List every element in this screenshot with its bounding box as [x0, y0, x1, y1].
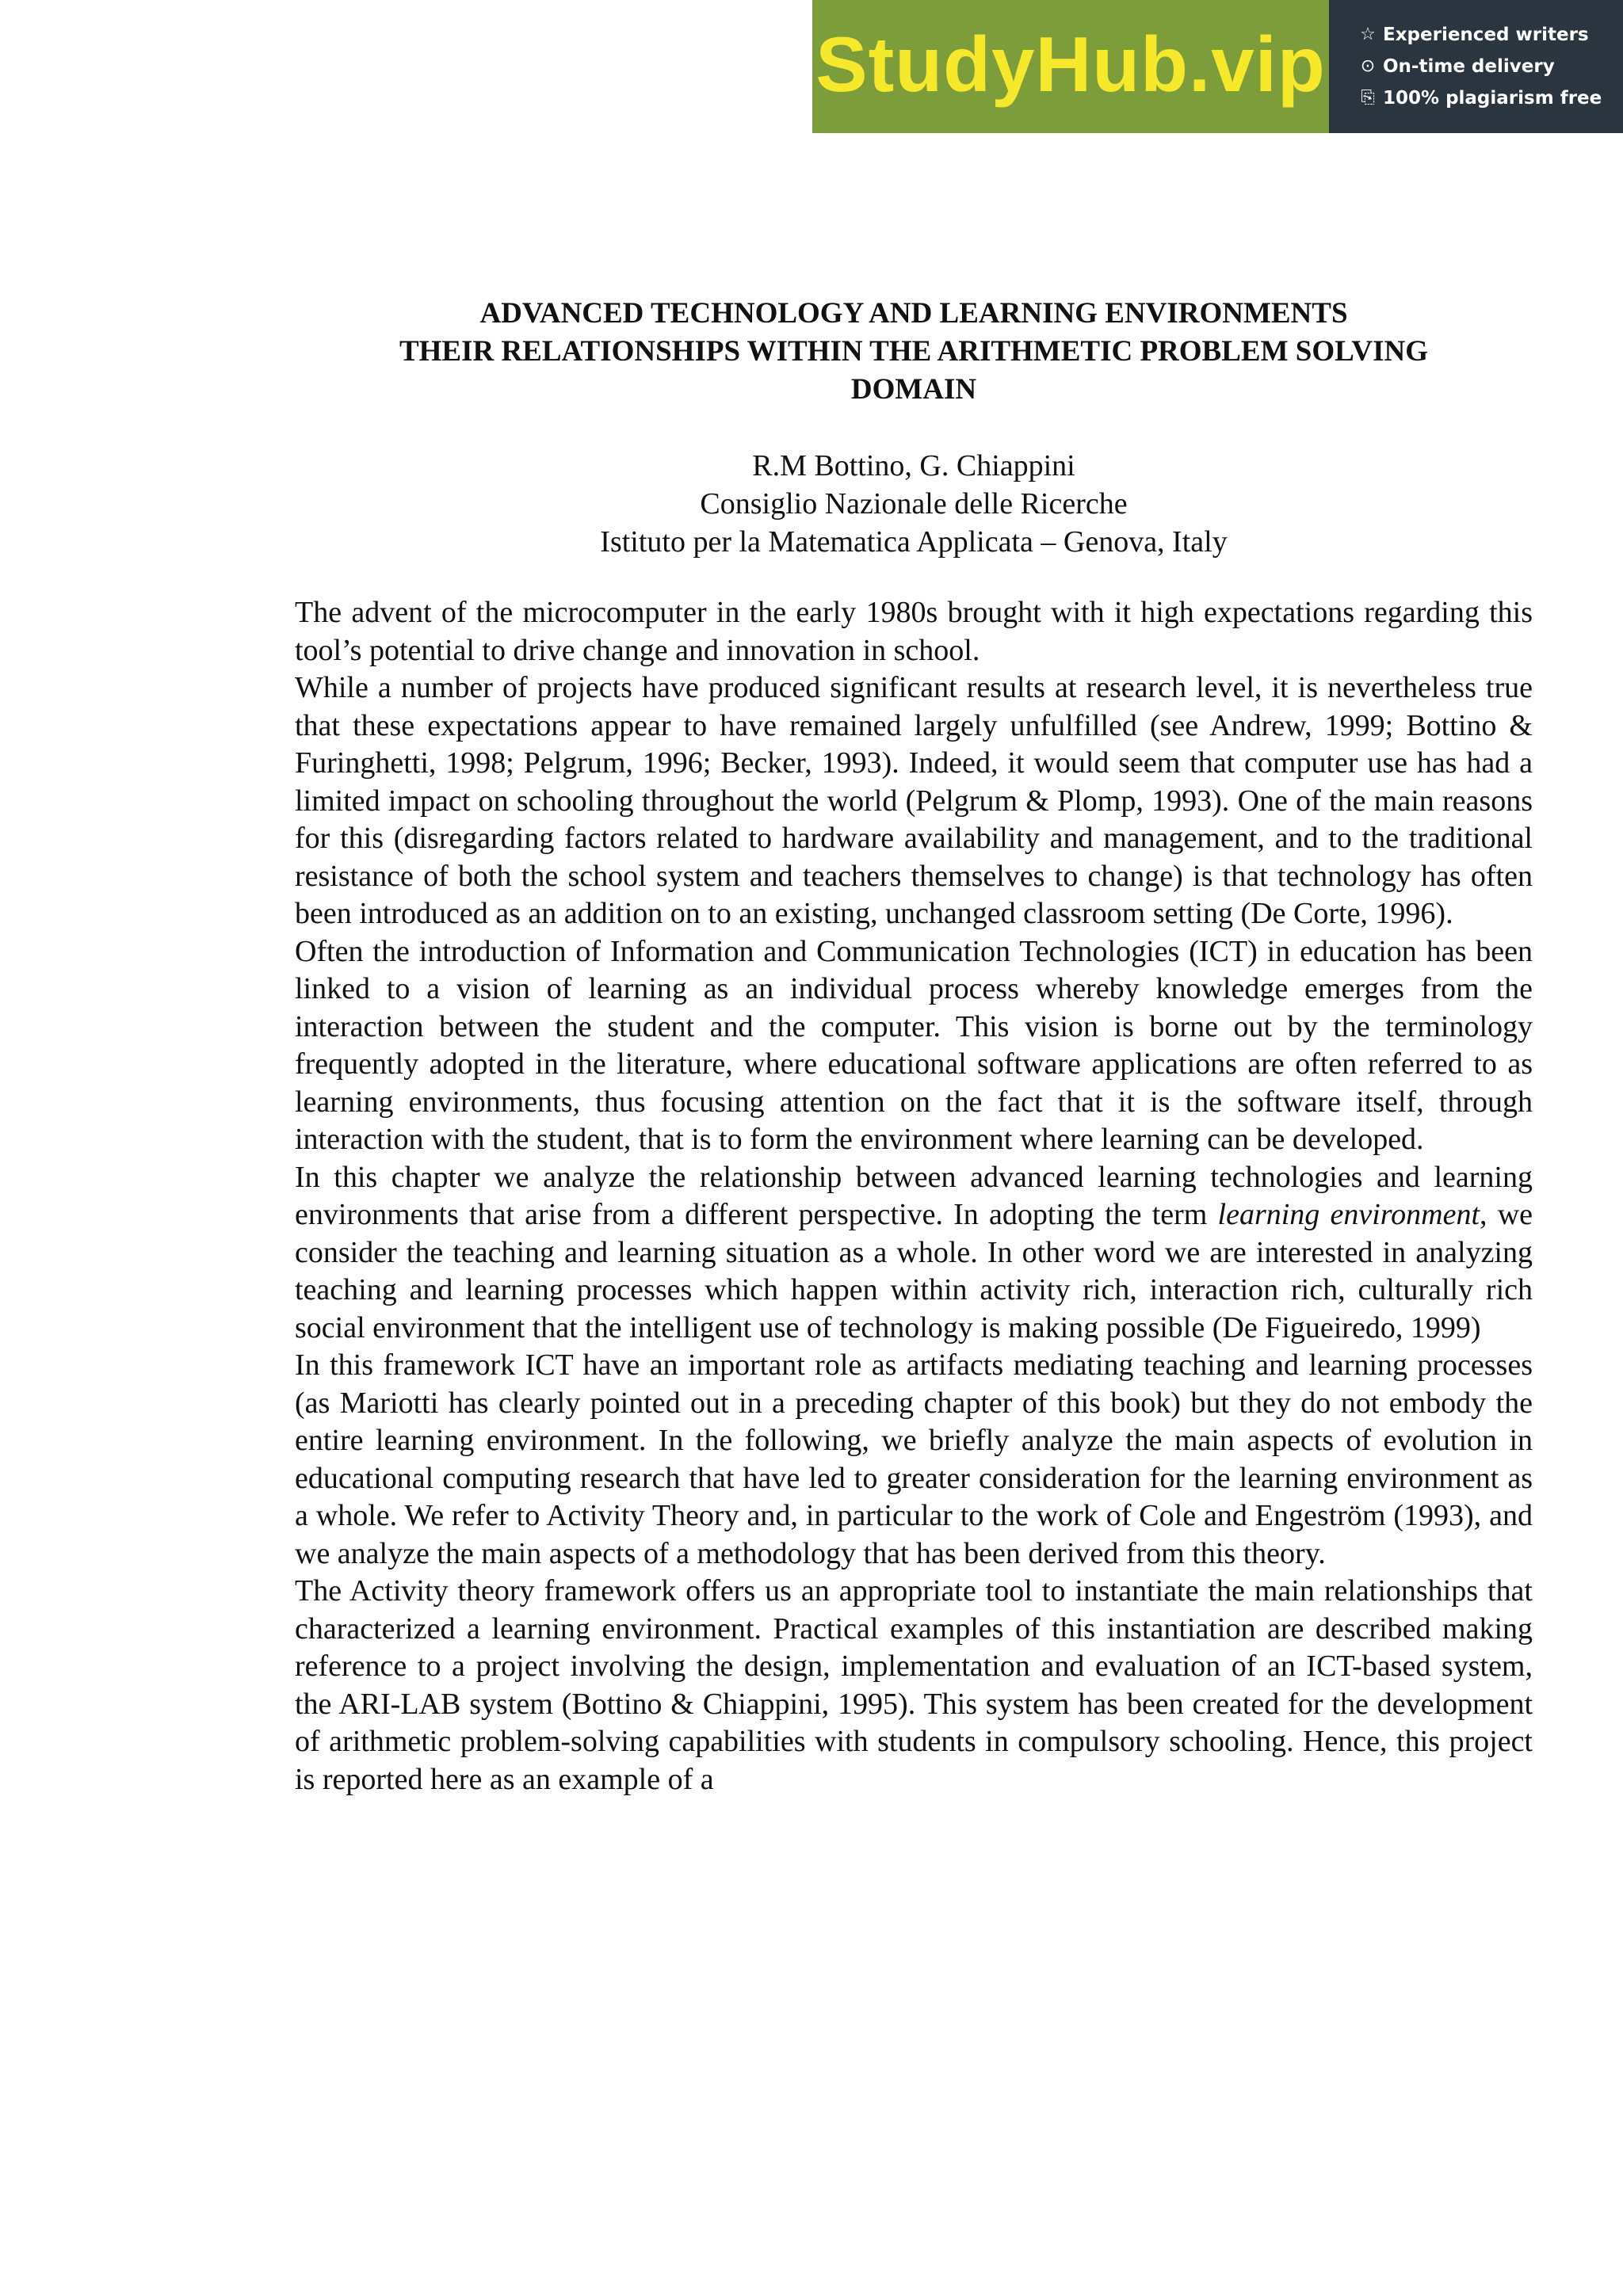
paragraph-5: In this framework ICT have an important role as artifacts mediating teaching and learning processes (as Mariotti has clearly pointed out in a preceding chapter of this book) but they do not embody the entire learning environment. In the following, we briefly analyze the main aspects of evolution in educational computing research that have led to greater consideration for the learning environment as a whole. We refer to Activity Theory and, in particular to the work of Cole and Engeström (1993), and we analyze the main aspects of a methodology that has been derived from this theory. — [295, 1348, 1533, 1570]
title-line-3: DOMAIN — [850, 373, 977, 406]
document-check-icon: ⎘ — [1361, 88, 1375, 108]
paragraph-4 — [295, 1159, 1533, 1348]
paragraph-4-start: In this chapter we analyze the relationship between advanced learning technologies and learning environments that arise from a different perspective. In adopting the term — [295, 1160, 1533, 1231]
paragraph-4-end: , we consider the teaching and learning situation as a whole. In other word we are interested in analyzing teaching and learning processes which happen within activity rich, interaction rich, culturally rich social environment that the intelligent use of technology is making possible (De Figueiredo, 1999) — [295, 1198, 1533, 1344]
paragraph-2: While a number of projects have produced significant results at research level, it is nevertheless true that these expectations appear to have remained largely unfulfilled (see Andrew, 1999; Bottino & Furinghetti, 1998; Pelgrum, 1996; Becker, 1993). Indeed, it would seem that computer use has had a limited impact on schooling throughout the world (Pelgrum & Plomp, 1993). One of the main reasons for this (disregarding factors related to hardware availability and management, and to the traditional resistance of both the school system and teachers themselves to change) is that technology has often been introduced as an addition on to an existing, unchanged classroom setting (De Corte, 1996). — [295, 671, 1533, 930]
feature-experienced-writers — [1358, 25, 1623, 45]
term-learning-environment: learning environment — [1217, 1198, 1480, 1231]
studyhub-banner[interactable] — [812, 0, 1623, 133]
title-line-1: ADVANCED TECHNOLOGY AND LEARNING ENVIRONMENTS — [479, 297, 1348, 330]
affiliation-line-1: Consiglio Nazionale delle Ricerche — [700, 487, 1128, 521]
feature-label: 100% plagiarism free — [1383, 88, 1602, 109]
feature-label: Experienced writers — [1383, 25, 1589, 45]
document-title — [295, 295, 1533, 409]
logo-text: StudyHub.vip — [815, 20, 1326, 108]
feature-plagiarism-free — [1358, 88, 1623, 109]
star-icon: ☆ — [1360, 25, 1376, 44]
feature-on-time-delivery — [1358, 56, 1623, 77]
paragraph-6: The Activity theory framework offers us an appropriate tool to instantiate the main relationships that characterized a learning environment. Practical examples of this instantiation are described making reference to a project involving the design, implementation and evaluation of an ICT-based system, the ARI-LAB system (Bottino & Chiappini, 1995). This system has been created for the development of arithmetic problem-solving capabilities with students in compulsory schooling. Hence, this project is reported here as an example of a — [295, 1574, 1533, 1796]
paragraph-1: The advent of the microcomputer in the early 1980s brought with it high expectations regarding this tool’s potential to drive change and innovation in school. — [295, 596, 1533, 667]
affiliation-line-2: Istituto per la Matematica Applicata – Genova, Italy — [600, 525, 1228, 559]
banner-features — [1329, 0, 1623, 133]
document-body — [295, 594, 1533, 1798]
paragraph-3: Often the introduction of Information and Communication Technologies (ICT) in education has been linked to a vision of learning as an individual process whereby knowledge emerges from the interaction between the student and the computer. This vision is borne out by the terminology frequently adopted in the literature, where educational software applications are often referred to as learning environments, thus focusing attention on the fact that it is the software itself, through interaction with the student, that is to form the environment where learning can be developed. — [295, 934, 1533, 1156]
studyhub-logo[interactable] — [812, 0, 1329, 133]
author-block — [295, 447, 1533, 561]
clock-icon: ⊙ — [1360, 56, 1376, 76]
title-line-2: THEIR RELATIONSHIPS WITHIN THE ARITHMETIC PROBLEM SOLVING — [399, 335, 1429, 368]
feature-label: On-time delivery — [1383, 56, 1555, 77]
author-names: R.M Bottino, G. Chiappini — [752, 449, 1075, 482]
